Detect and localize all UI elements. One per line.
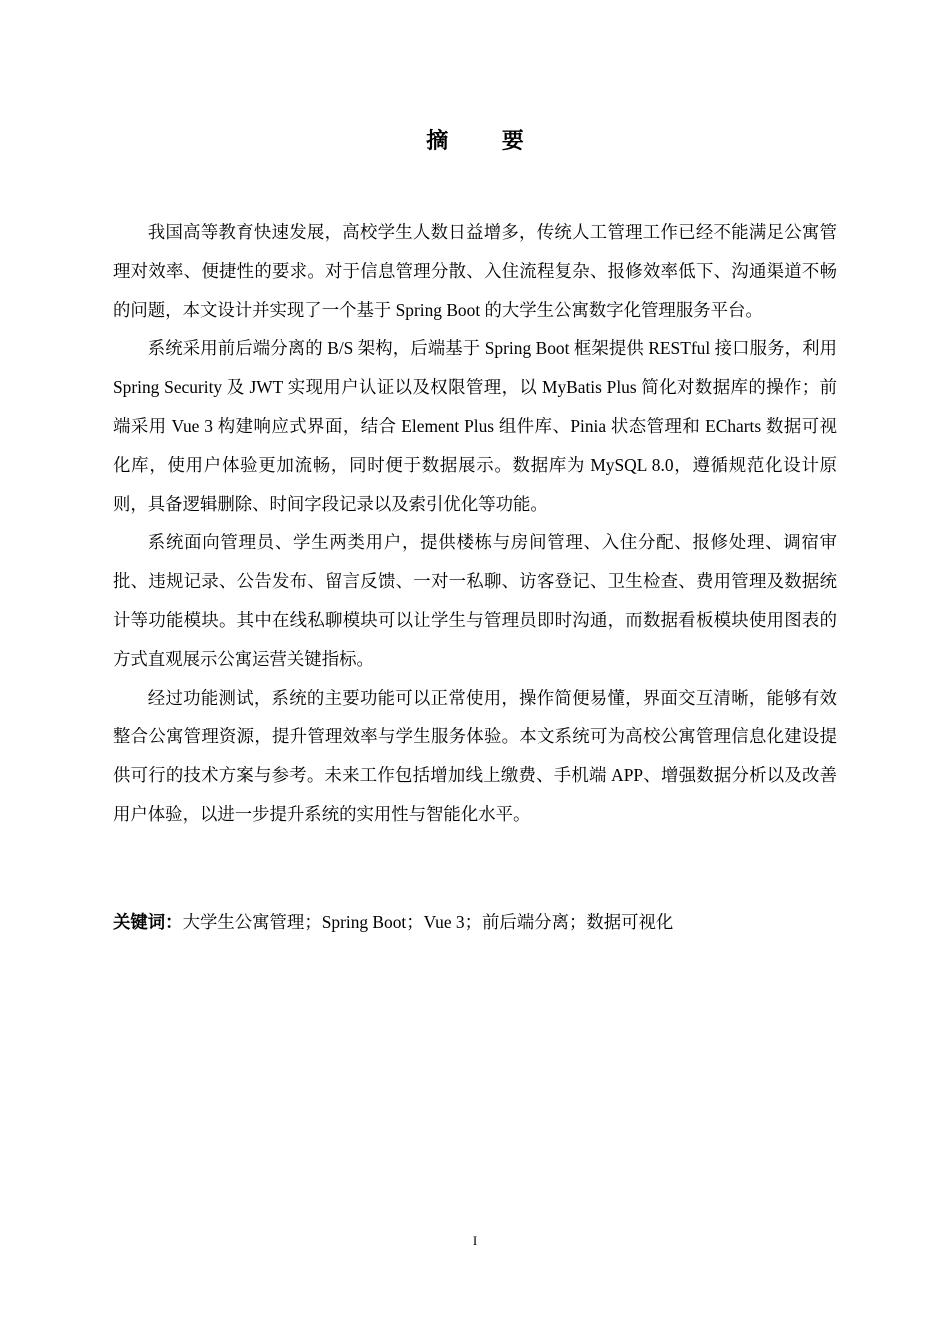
abstract-body (113, 213, 837, 834)
abstract-paragraph-1: 我国高等教育快速发展，高校学生人数日益增多，传统人工管理工作已经不能满足公寓管理对效率、便捷性的要求。对于信息管理分散、入住流程复杂、报修效率低下、沟通渠道不畅的问题，本文设计并实现了一个基于 Spring Boot 的大学生公寓数字化管理服务平台。 (113, 222, 837, 320)
keywords-line (113, 903, 837, 941)
abstract-paragraph-3: 系统面向管理员、学生两类用户，提供楼栋与房间管理、入住分配、报修处理、调宿审批、违规记录、公告发布、留言反馈、一对一私聊、访客登记、卫生检查、费用管理及数据统计等功能模块。其中在线私聊模块可以让学生与管理员即时沟通，而数据看板模块使用图表的方式直观展示公寓运营关键指标。 (113, 532, 837, 669)
keywords-label: 关键词： (113, 912, 183, 932)
abstract-paragraph-4: 经过功能测试，系统的主要功能可以正常使用，操作简便易懂，界面交互清晰，能够有效整合公寓管理资源，提升管理效率与学生服务体验。本文系统可为高校公寓管理信息化建设提供可行的技术方案与参考。未来工作包括增加线上缴费、手机端 APP、增强数据分析以及改善用户体验，以进一步提升系统的实用性与智能化水平。 (113, 687, 837, 824)
page-title: 摘 要 (426, 128, 548, 153)
abstract-paragraph-2: 系统采用前后端分离的 B/S 架构，后端基于 Spring Boot 框架提供 RESTful 接口服务，利用 Spring Security 及 JWT 实现用户认证以及权限管理，以 MyBatis Plus 简化对数据库的操作；前端采用 Vue 3 构建响应式界面，结合 Element Plus 组件库、Pinia 状态管理和 ECharts 数据可视化库，使用户体验更加流畅，同时便于数据展示。数据库为 MySQL 8.0，遵循规范化设计原则，具备逻辑删除、时间字段记录以及索引优化等功能。 (113, 338, 837, 514)
page-number: I (472, 1233, 478, 1248)
keywords-text: 大学生公寓管理；Spring Boot；Vue 3；前后端分离；数据可视化 (182, 912, 674, 932)
